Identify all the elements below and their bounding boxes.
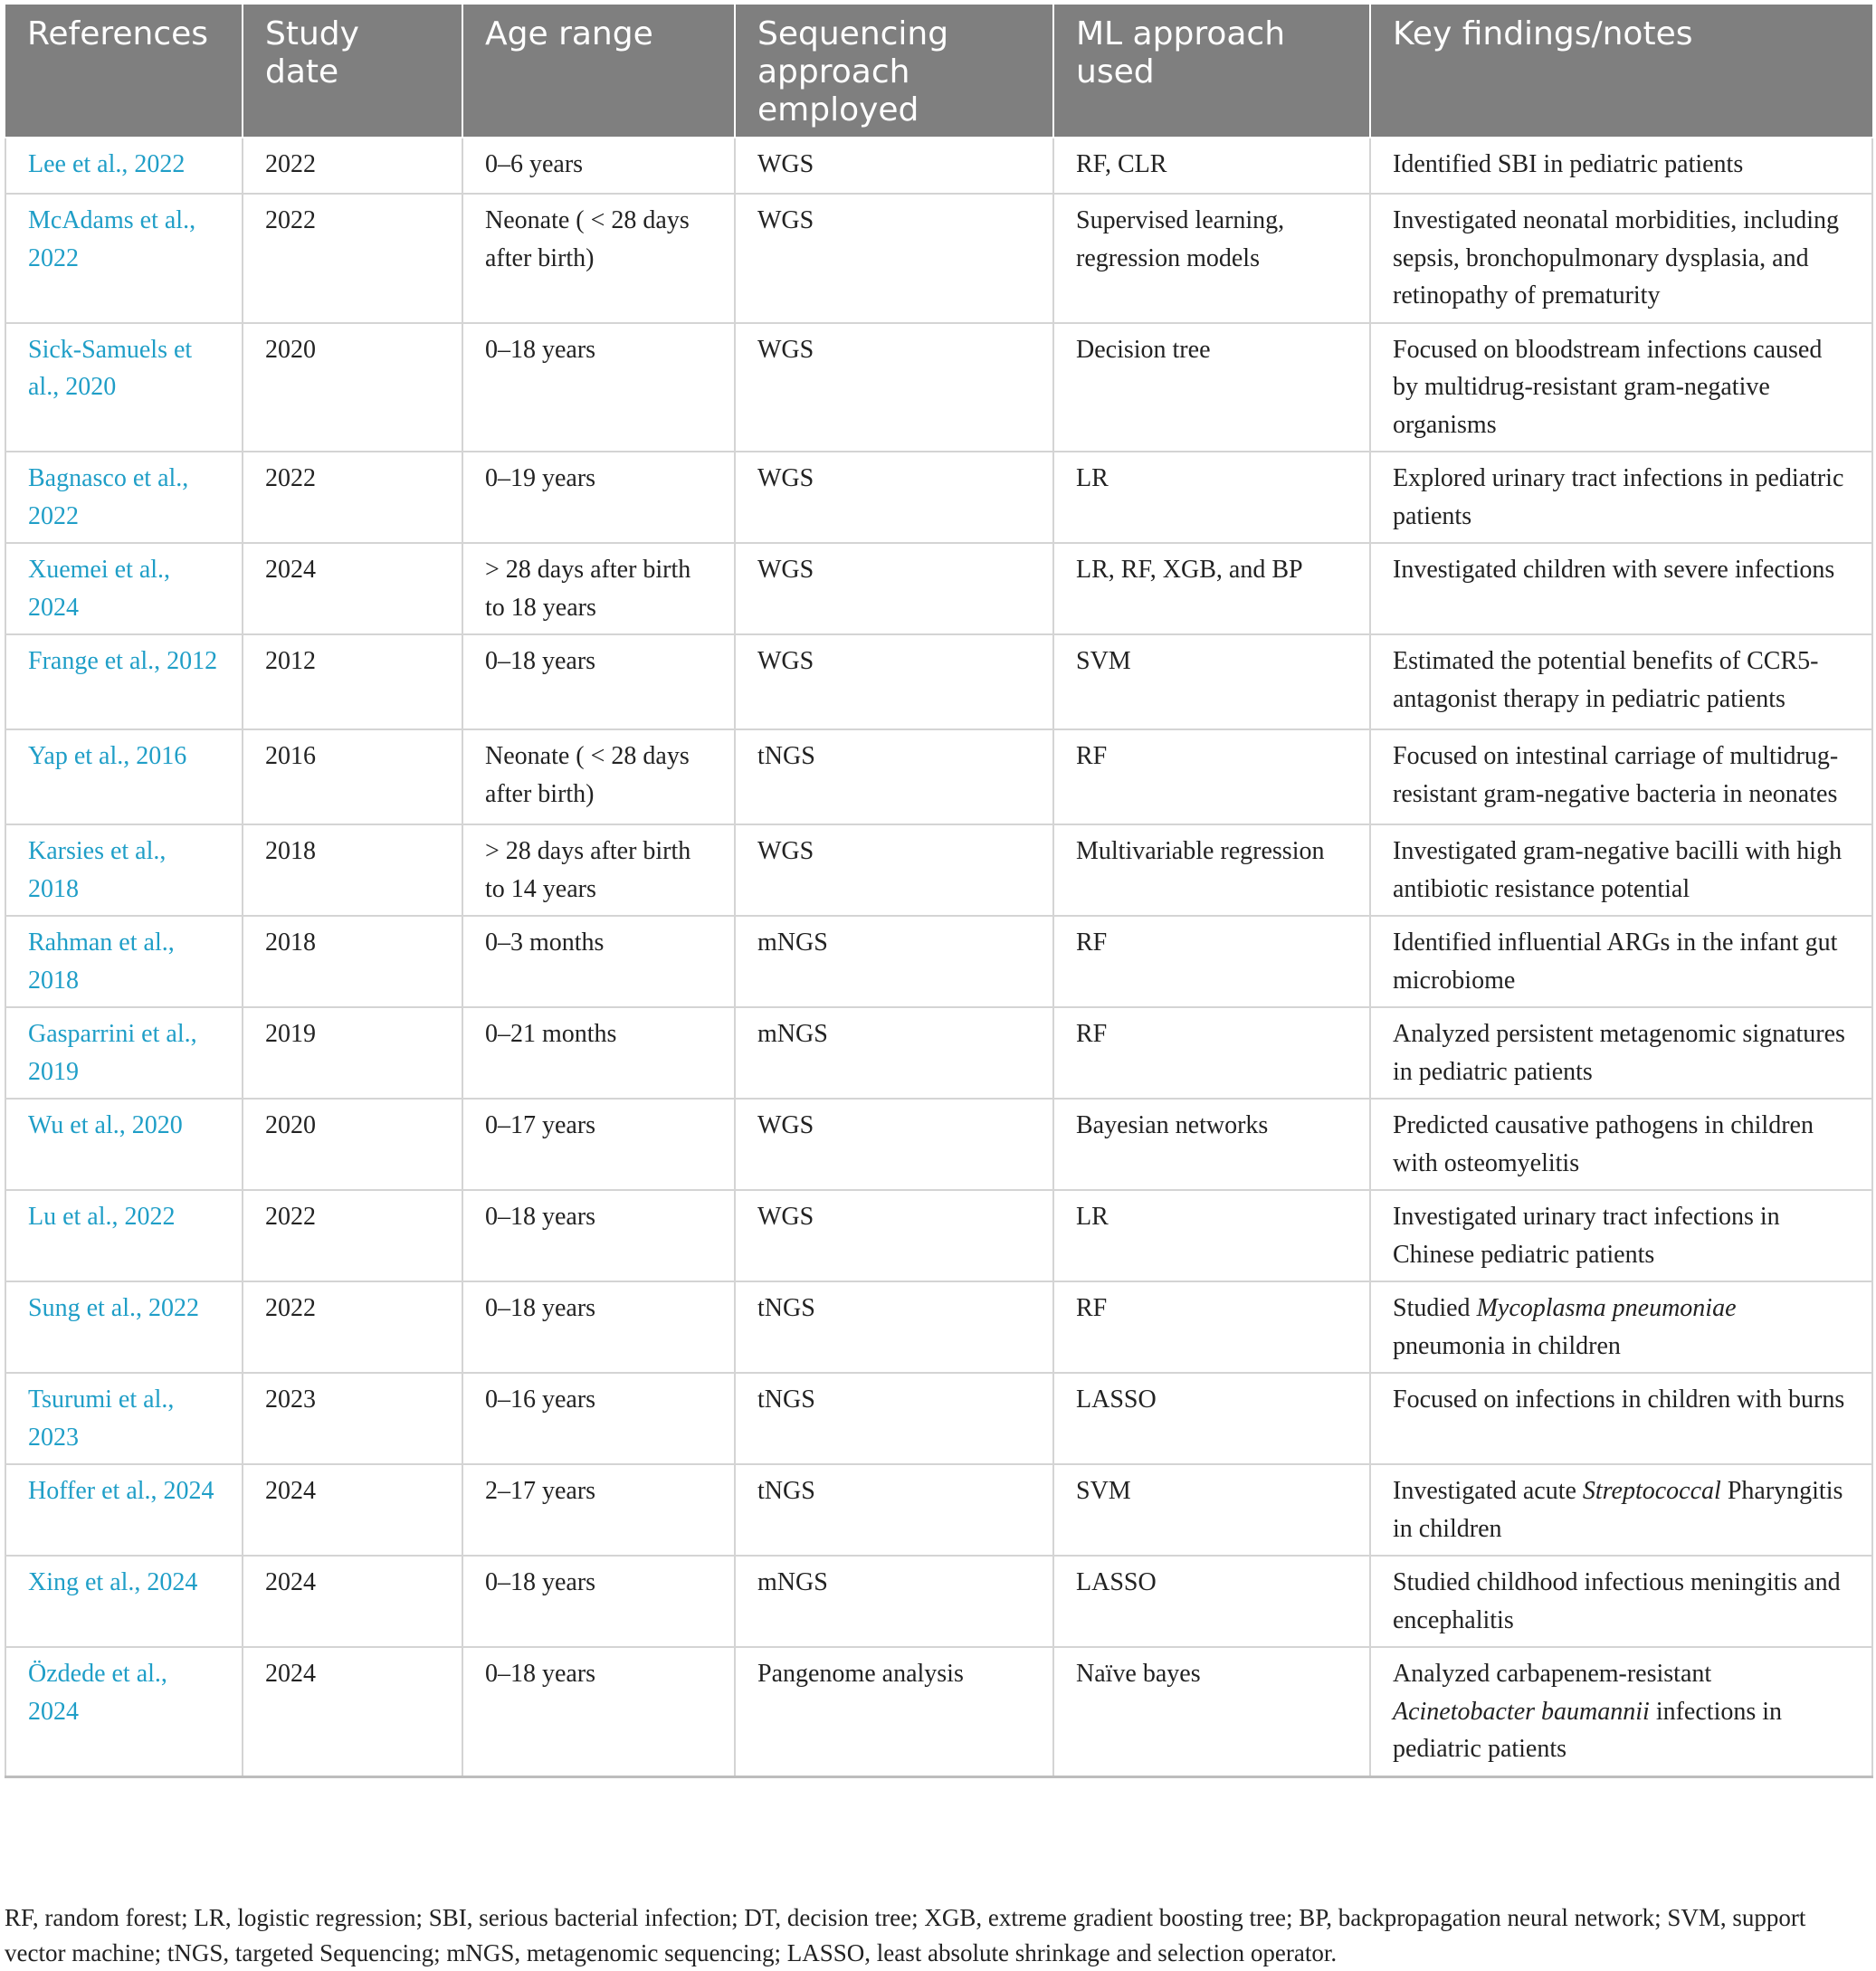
study-date-cell: 2023 [243,1373,462,1464]
age-range-cell: 0–18 years [462,323,735,452]
age-range-cell: 0–6 years [462,138,735,194]
table-row [5,1464,1872,1556]
reference-link[interactable]: Yap et al., 2016 [5,729,243,824]
reference-link[interactable]: Sick-Samuels et al., 2020 [5,323,243,452]
reference-link[interactable]: Sung et al., 2022 [5,1281,243,1373]
reference-link[interactable]: Lu et al., 2022 [5,1190,243,1281]
study-date-cell: 2022 [243,1281,462,1373]
age-range-cell: 0–21 months [462,1007,735,1099]
ml-approach-cell: SVM [1053,1464,1370,1556]
reference-link[interactable]: Gasparrini et al., 2019 [5,1007,243,1099]
header-study-date: Study date [243,5,462,138]
sequencing-cell: tNGS [735,729,1053,824]
species-name: Streptococcal [1582,1477,1721,1505]
study-date-cell: 2022 [243,194,462,323]
sequencing-cell: WGS [735,543,1053,634]
age-range-cell: 0–18 years [462,1556,735,1647]
header-sequencing: Sequencing approach employed [735,5,1053,138]
age-range-cell: 0–18 years [462,634,735,729]
age-range-cell: 0–18 years [462,1190,735,1281]
table-row [5,916,1872,1007]
key-findings-cell: Estimated the potential benefits of CCR5-antagonist therapy in pediatric patients [1370,634,1872,729]
key-findings-cell: Explored urinary tract infections in pediatric patients [1370,452,1872,543]
reference-link[interactable]: Hoffer et al., 2024 [5,1464,243,1556]
studies-table [5,5,1873,1778]
sequencing-cell: WGS [735,634,1053,729]
ml-approach-cell: LR, RF, XGB, and BP [1053,543,1370,634]
table-footnote: RF, random forest; LR, logistic regression; SBI, serious bacterial infection; DT, decision tree; XGB, extreme gradient boosting tree; BP, backpropagation neural network; SVM, support vector machine; tNGS, targeted Sequencing; mNGS, metagenomic sequencing; LASSO, least absolute shrinkage and selection operator. [5,1904,1806,1966]
ml-approach-cell: LR [1053,1190,1370,1281]
key-findings-cell: Investigated urinary tract infections in Chinese pediatric patients [1370,1190,1872,1281]
study-date-cell: 2020 [243,1099,462,1190]
sequencing-cell: mNGS [735,1556,1053,1647]
sequencing-cell: tNGS [735,1281,1053,1373]
sequencing-cell: WGS [735,452,1053,543]
table-row [5,452,1872,543]
table-body [5,138,1872,1776]
ml-approach-cell: LASSO [1053,1556,1370,1647]
sequencing-cell: tNGS [735,1373,1053,1464]
ml-approach-cell: RF [1053,916,1370,1007]
key-findings-cell: Identified SBI in pediatric patients [1370,138,1872,194]
key-findings-text: Investigated acute [1393,1477,1583,1505]
sequencing-cell: WGS [735,1190,1053,1281]
reference-link[interactable]: Karsies et al., 2018 [5,824,243,916]
study-date-cell: 2024 [243,1647,462,1776]
key-findings-cell: Analyzed persistent metagenomic signatures in pediatric patients [1370,1007,1872,1099]
key-findings-cell: Focused on infections in children with burns [1370,1373,1872,1464]
key-findings-text: Studied [1393,1294,1477,1322]
table-row [5,1373,1872,1464]
table-row [5,1647,1872,1776]
key-findings-cell: Focused on bloodstream infections caused by multidrug-resistant gram-negative organisms [1370,323,1872,452]
table-row [5,729,1872,824]
key-findings-cell [1370,1464,1872,1556]
reference-link[interactable]: McAdams et al., 2022 [5,194,243,323]
key-findings-text: Analyzed carbapenem-resistant [1393,1660,1712,1688]
study-date-cell: 2018 [243,916,462,1007]
study-date-cell: 2016 [243,729,462,824]
ml-approach-cell: RF [1053,729,1370,824]
age-range-cell: Neonate ( < 28 days after birth) [462,729,735,824]
study-date-cell: 2022 [243,452,462,543]
key-findings-cell: Identified influential ARGs in the infant gut microbiome [1370,916,1872,1007]
reference-link[interactable]: Bagnasco et al., 2022 [5,452,243,543]
reference-link[interactable]: Wu et al., 2020 [5,1099,243,1190]
reference-link[interactable]: Frange et al., 2012 [5,634,243,729]
key-findings-text: infections in pediatric patients [1393,1697,1783,1763]
sequencing-cell: WGS [735,1099,1053,1190]
species-name: Acinetobacter baumannii [1393,1697,1650,1726]
table-row [5,543,1872,634]
table-row [5,1556,1872,1647]
header-age-range: Age range [462,5,735,138]
age-range-cell: 0–16 years [462,1373,735,1464]
key-findings-text: Pharyngitis in children [1393,1477,1843,1543]
age-range-cell: Neonate ( < 28 days after birth) [462,194,735,323]
study-date-cell: 2024 [243,1464,462,1556]
ml-approach-cell: RF [1053,1281,1370,1373]
sequencing-cell: WGS [735,323,1053,452]
reference-link[interactable]: Lee et al., 2022 [5,138,243,194]
table-row [5,1007,1872,1099]
study-date-cell: 2020 [243,323,462,452]
sequencing-cell: tNGS [735,1464,1053,1556]
ml-approach-cell: SVM [1053,634,1370,729]
ml-approach-cell: RF, CLR [1053,138,1370,194]
reference-link[interactable]: Tsurumi et al., 2023 [5,1373,243,1464]
study-date-cell: 2012 [243,634,462,729]
key-findings-text: pneumonia in children [1393,1331,1621,1360]
table-header [5,5,1872,138]
age-range-cell: > 28 days after birth to 14 years [462,824,735,916]
ml-approach-cell: Supervised learning, regression models [1053,194,1370,323]
ml-approach-cell: Decision tree [1053,323,1370,452]
age-range-cell: > 28 days after birth to 18 years [462,543,735,634]
ml-approach-cell: Multivariable regression [1053,824,1370,916]
age-range-cell: 0–3 months [462,916,735,1007]
table-row [5,634,1872,729]
key-findings-cell: Studied childhood infectious meningitis and encephalitis [1370,1556,1872,1647]
table-row [5,1190,1872,1281]
header-key-findings: Key findings/notes [1370,5,1872,138]
study-date-cell: 2022 [243,1190,462,1281]
age-range-cell: 0–17 years [462,1099,735,1190]
ml-approach-cell: Bayesian networks [1053,1099,1370,1190]
age-range-cell: 0–18 years [462,1647,735,1776]
reference-link[interactable]: Rahman et al., 2018 [5,916,243,1007]
sequencing-cell: WGS [735,138,1053,194]
header-references: References [5,5,243,138]
key-findings-cell [1370,1281,1872,1373]
age-range-cell: 0–19 years [462,452,735,543]
ml-approach-cell: RF [1053,1007,1370,1099]
table-row [5,138,1872,194]
table-container [5,5,1871,1778]
age-range-cell: 0–18 years [462,1281,735,1373]
table-row [5,194,1872,323]
key-findings-cell: Investigated children with severe infections [1370,543,1872,634]
header-ml-approach: ML approach used [1053,5,1370,138]
age-range-cell: 2–17 years [462,1464,735,1556]
key-findings-cell: Focused on intestinal carriage of multidrug-resistant gram-negative bacteria in neonates [1370,729,1872,824]
study-date-cell: 2019 [243,1007,462,1099]
key-findings-cell: Predicted causative pathogens in children with osteomyelitis [1370,1099,1872,1190]
key-findings-cell: Investigated gram-negative bacilli with high antibiotic resistance potential [1370,824,1872,916]
study-date-cell: 2024 [243,543,462,634]
reference-link[interactable]: Özdede et al., 2024 [5,1647,243,1776]
ml-approach-cell: Naïve bayes [1053,1647,1370,1776]
table-row [5,323,1872,452]
sequencing-cell: Pangenome analysis [735,1647,1053,1776]
table-row [5,1099,1872,1190]
sequencing-cell: mNGS [735,1007,1053,1099]
table-row [5,824,1872,916]
species-name: Mycoplasma pneumoniae [1476,1294,1737,1322]
sequencing-cell: WGS [735,194,1053,323]
study-date-cell: 2024 [243,1556,462,1647]
study-date-cell: 2022 [243,138,462,194]
key-findings-cell: Investigated neonatal morbidities, including sepsis, bronchopulmonary dysplasia, and retinopathy of prematurity [1370,194,1872,323]
study-date-cell: 2018 [243,824,462,916]
ml-approach-cell: LR [1053,452,1370,543]
reference-link[interactable]: Xuemei et al., 2024 [5,543,243,634]
table-row [5,1281,1872,1373]
sequencing-cell: WGS [735,824,1053,916]
sequencing-cell: mNGS [735,916,1053,1007]
ml-approach-cell: LASSO [1053,1373,1370,1464]
reference-link[interactable]: Xing et al., 2024 [5,1556,243,1647]
header-row [5,5,1872,138]
key-findings-cell [1370,1647,1872,1776]
